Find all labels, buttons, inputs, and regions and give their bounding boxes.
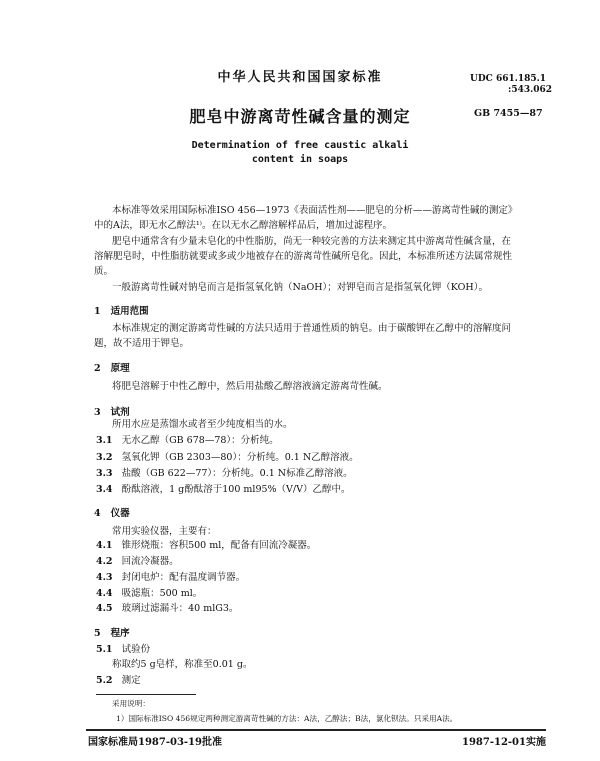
apparatus-item <box>96 587 202 601</box>
footer-rule <box>86 729 546 731</box>
reagent-num: 3.4 <box>96 484 113 495</box>
section-5-1-num: 5.1 <box>96 644 113 655</box>
reagent-item <box>96 434 279 448</box>
footnote-text: 1）国际标准ISO 456规定两种测定游离苛性碱的方法：A法，乙醇法；B法，氯化钡法。只采用A法。 <box>116 714 458 723</box>
section-2-heading <box>94 360 130 374</box>
intro-p1-line-2: 中的A法，即无水乙醇法¹⁾。在以无水乙醇溶解样品后，增加过滤程序。 <box>94 220 393 231</box>
apparatus-num: 4.5 <box>96 603 113 614</box>
apparatus-item <box>96 571 245 585</box>
section-2-num: 2 <box>94 363 101 374</box>
apparatus-text: 封闭电炉：配有温度调节器。 <box>121 572 246 583</box>
intro-p2-line-2: 溶解肥皂时，中性脂肪就要或多或少地被存在的游离苛性碱所皂化。因此，本标准所述方法属常规性 <box>94 251 513 262</box>
reagent-text: 酚酞溶液，1 g酚酞溶于100 ml95%（V/V）乙醇中。 <box>121 484 351 495</box>
section-2-line-1: 将肥皂溶解于中性乙醇中，然后用盐酸乙醇溶液滴定游离苛性碱。 <box>112 381 388 392</box>
section-1-line-2: 题，故不适用于钾皂。 <box>94 338 190 349</box>
apparatus-text: 玻璃过滤漏斗：40 mlG3。 <box>121 603 239 614</box>
section-5-2-heading <box>96 674 141 688</box>
apparatus-num: 4.3 <box>96 572 113 583</box>
standard-title: 中华人民共和国国家标准 <box>217 70 383 85</box>
section-4-heading <box>94 505 130 519</box>
document-title-cn: 肥皂中游离苛性碱含量的测定 <box>189 107 411 126</box>
reagent-item <box>96 467 353 481</box>
apparatus-item <box>96 602 238 616</box>
reagent-item <box>96 483 350 497</box>
section-5-1-text: 称取约5 g皂样，称准至0.01 g。 <box>112 659 253 670</box>
section-4-title: 仪器 <box>110 508 130 519</box>
title-en-line-2: content in soaps <box>251 154 349 165</box>
udc-line-2: :543.062 <box>508 85 553 95</box>
section-5-2-num: 5.2 <box>96 675 113 686</box>
intro-p2-line-1: 肥皂中通常含有少量未皂化的中性脂肪，尚无一种较完善的方法来测定其中游离苛性碱含量，在 <box>112 236 512 247</box>
implementation-date: 1987-12-01实施 <box>462 737 546 748</box>
document-title-en <box>0 139 600 167</box>
reagent-num: 3.1 <box>96 435 113 446</box>
reagent-text: 氢氧化钾（GB 2303—80）：分析纯。0.1 N乙醇溶液。 <box>121 452 359 463</box>
apparatus-text: 回流冷凝器。 <box>121 556 179 567</box>
section-5-heading <box>94 625 130 639</box>
apparatus-num: 4.4 <box>96 588 113 599</box>
apparatus-item <box>96 539 316 553</box>
section-5-2-title: 测定 <box>121 675 141 686</box>
udc-code <box>470 74 552 96</box>
footnote-label: 采用说明： <box>112 699 150 708</box>
gb-number: GB 7455—87 <box>474 108 543 119</box>
title-en-line-1: Determination of free caustic alkali <box>191 140 409 151</box>
reagent-text: 无水乙醇（GB 678—78）：分析纯。 <box>121 435 279 446</box>
intro-p1-line-1: 本标准等效采用国际标准ISO 456—1973《表面活性剂——肥皂的分析——游离苛性碱的测定》 <box>112 205 518 216</box>
reagent-num: 3.2 <box>96 452 113 463</box>
approval-date: 国家标准局1987-03-19批准 <box>88 737 222 748</box>
section-2-title: 原理 <box>110 363 130 374</box>
udc-line-1: UDC 661.185.1 <box>470 74 547 84</box>
section-1-num: 1 <box>94 306 101 317</box>
section-4-num: 4 <box>94 508 101 519</box>
section-1-line-1: 本标准规定的测定游离苛性碱的方法只适用于普通性质的钠皂。由于碳酸钾在乙醇中的溶解度问 <box>112 323 512 334</box>
intro-p2-line-3: 质。 <box>94 266 114 277</box>
apparatus-text: 锥形烧瓶：容积500 ml，配备有回流冷凝器。 <box>121 540 317 551</box>
reagent-num: 3.3 <box>96 468 113 479</box>
section-5-1-heading <box>96 643 150 657</box>
apparatus-num: 4.1 <box>96 540 113 551</box>
section-3-heading <box>94 404 130 418</box>
section-3-title: 试剂 <box>110 407 130 418</box>
section-1-heading <box>94 303 149 317</box>
reagent-text: 盐酸（GB 622—77）：分析纯。0.1 N标准乙醇溶液。 <box>121 468 353 479</box>
apparatus-num: 4.2 <box>96 556 113 567</box>
section-3-num: 3 <box>94 407 101 418</box>
section-5-title: 程序 <box>110 628 130 639</box>
intro-p3: 一般游离苛性碱对钠皂而言是指氢氧化钠（NaOH）；对钾皂而言是指氢氧化钾（KOH）。 <box>112 282 488 293</box>
apparatus-text: 吸滤瓶：500 ml。 <box>121 588 203 599</box>
section-5-1-title: 试验份 <box>121 644 151 655</box>
footnote-divider <box>96 694 196 695</box>
reagent-item <box>96 451 359 465</box>
section-5-num: 5 <box>94 628 101 639</box>
section-3-intro: 所用水应是蒸馏水或者至少纯度相当的水。 <box>112 419 293 430</box>
section-1-title: 适用范围 <box>110 306 149 317</box>
section-4-intro: 常用实验仪器，主要有： <box>112 526 217 537</box>
apparatus-item <box>96 555 179 569</box>
